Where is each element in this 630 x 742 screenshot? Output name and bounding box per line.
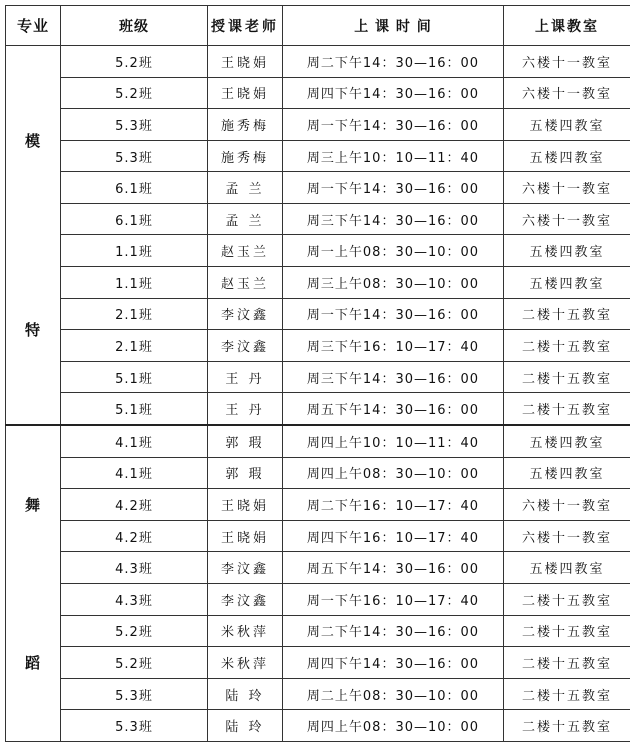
room-cell: 五楼四教室 — [504, 457, 630, 489]
class-cell: 5.1班 — [61, 361, 208, 393]
room-cell: 五楼四教室 — [504, 267, 630, 299]
table-row — [6, 489, 630, 521]
time-cell: 周二上午08：30—10：00 — [283, 678, 504, 710]
teacher-cell: 施秀梅 — [208, 140, 283, 172]
class-cell: 5.1班 — [61, 393, 208, 425]
room-cell: 五楼四教室 — [504, 425, 630, 457]
header-row — [6, 6, 630, 46]
table-row — [6, 172, 630, 204]
schedule-document — [5, 5, 625, 731]
time-cell: 周一下午14：30—16：00 — [283, 172, 504, 204]
room-cell: 六楼十一教室 — [504, 520, 630, 552]
teacher-cell: 李汶鑫 — [208, 552, 283, 584]
table-row — [6, 298, 630, 330]
room-cell: 二楼十五教室 — [504, 583, 630, 615]
header-major: 专业 — [6, 6, 61, 46]
room-cell: 二楼十五教室 — [504, 710, 630, 742]
table-row — [6, 583, 630, 615]
time-cell: 周一下午16：10—17：40 — [283, 583, 504, 615]
time-cell: 周三下午16：10—17：40 — [283, 330, 504, 362]
time-cell: 周二下午14：30—16：00 — [283, 615, 504, 647]
class-cell: 5.2班 — [61, 615, 208, 647]
time-cell: 周四下午14：30—16：00 — [283, 77, 504, 109]
room-cell: 二楼十五教室 — [504, 678, 630, 710]
table-row — [6, 678, 630, 710]
schedule-body — [6, 46, 630, 742]
header-class: 班级 — [61, 6, 208, 46]
table-row — [6, 520, 630, 552]
major-char: 蹈 — [25, 652, 41, 673]
teacher-cell: 王晓娟 — [208, 46, 283, 78]
time-cell: 周五下午14：30—16：00 — [283, 393, 504, 425]
class-cell: 5.3班 — [61, 109, 208, 141]
teacher-cell: 施秀梅 — [208, 109, 283, 141]
time-cell: 周一下午14：30—16：00 — [283, 298, 504, 330]
room-cell: 六楼十一教室 — [504, 46, 630, 78]
class-cell: 5.2班 — [61, 77, 208, 109]
teacher-cell: 陆 玲 — [208, 710, 283, 742]
class-cell: 4.1班 — [61, 425, 208, 457]
class-cell: 5.3班 — [61, 710, 208, 742]
major-char: 特 — [25, 319, 41, 340]
teacher-cell: 米秋萍 — [208, 615, 283, 647]
room-cell: 二楼十五教室 — [504, 361, 630, 393]
table-row — [6, 425, 630, 457]
teacher-cell: 赵玉兰 — [208, 267, 283, 299]
major-char: 舞 — [25, 494, 41, 515]
table-row — [6, 361, 630, 393]
room-cell: 五楼四教室 — [504, 552, 630, 584]
time-cell: 周二下午16：10—17：40 — [283, 489, 504, 521]
class-cell: 2.1班 — [61, 298, 208, 330]
time-cell: 周四上午08：30—10：00 — [283, 457, 504, 489]
major-cell — [6, 425, 61, 742]
time-cell: 周一上午08：30—10：00 — [283, 235, 504, 267]
class-cell: 4.3班 — [61, 552, 208, 584]
table-row — [6, 457, 630, 489]
teacher-cell: 李汶鑫 — [208, 330, 283, 362]
teacher-cell: 陆 玲 — [208, 678, 283, 710]
class-cell: 6.1班 — [61, 172, 208, 204]
table-row — [6, 109, 630, 141]
table-row — [6, 710, 630, 742]
teacher-cell: 郭 瑕 — [208, 457, 283, 489]
header-room: 上课教室 — [504, 6, 630, 46]
room-cell: 二楼十五教室 — [504, 393, 630, 425]
major-char: 模 — [25, 130, 41, 151]
teacher-cell: 李汶鑫 — [208, 298, 283, 330]
room-cell: 六楼十一教室 — [504, 489, 630, 521]
time-cell: 周三下午14：30—16：00 — [283, 203, 504, 235]
room-cell: 六楼十一教室 — [504, 172, 630, 204]
room-cell: 五楼四教室 — [504, 140, 630, 172]
table-row — [6, 77, 630, 109]
teacher-cell: 米秋萍 — [208, 647, 283, 679]
table-row — [6, 647, 630, 679]
room-cell: 六楼十一教室 — [504, 77, 630, 109]
teacher-cell: 孟 兰 — [208, 172, 283, 204]
room-cell: 二楼十五教室 — [504, 298, 630, 330]
class-cell: 2.1班 — [61, 330, 208, 362]
table-row — [6, 615, 630, 647]
room-cell: 六楼十一教室 — [504, 203, 630, 235]
class-cell: 6.1班 — [61, 203, 208, 235]
teacher-cell: 王 丹 — [208, 361, 283, 393]
time-cell: 周三下午14：30—16：00 — [283, 361, 504, 393]
time-cell: 周五下午14：30—16：00 — [283, 552, 504, 584]
class-cell: 4.2班 — [61, 520, 208, 552]
class-cell: 5.3班 — [61, 140, 208, 172]
time-cell: 周四上午08：30—10：00 — [283, 710, 504, 742]
teacher-cell: 李汶鑫 — [208, 583, 283, 615]
teacher-cell: 王晓娟 — [208, 520, 283, 552]
class-cell: 4.3班 — [61, 583, 208, 615]
table-row — [6, 140, 630, 172]
room-cell: 二楼十五教室 — [504, 330, 630, 362]
room-cell: 五楼四教室 — [504, 109, 630, 141]
table-row — [6, 393, 630, 425]
time-cell: 周四下午14：30—16：00 — [283, 647, 504, 679]
header-teacher: 授课老师 — [208, 6, 283, 46]
room-cell: 五楼四教室 — [504, 235, 630, 267]
major-cell — [6, 46, 61, 426]
class-cell: 1.1班 — [61, 267, 208, 299]
time-cell: 周二下午14：30—16：00 — [283, 46, 504, 78]
teacher-cell: 王晓娟 — [208, 489, 283, 521]
room-cell: 二楼十五教室 — [504, 647, 630, 679]
header-time: 上 课 时 间 — [283, 6, 504, 46]
table-row — [6, 203, 630, 235]
table-row — [6, 330, 630, 362]
time-cell: 周一下午14：30—16：00 — [283, 109, 504, 141]
teacher-cell: 王 丹 — [208, 393, 283, 425]
time-cell: 周三上午08：30—10：00 — [283, 267, 504, 299]
class-cell: 4.2班 — [61, 489, 208, 521]
schedule-table — [5, 5, 630, 742]
time-cell: 周三上午10：10—11：40 — [283, 140, 504, 172]
class-cell: 4.1班 — [61, 457, 208, 489]
class-cell: 5.2班 — [61, 647, 208, 679]
teacher-cell: 赵玉兰 — [208, 235, 283, 267]
class-cell: 5.2班 — [61, 46, 208, 78]
teacher-cell: 郭 瑕 — [208, 425, 283, 457]
class-cell: 5.3班 — [61, 678, 208, 710]
teacher-cell: 孟 兰 — [208, 203, 283, 235]
table-row — [6, 552, 630, 584]
room-cell: 二楼十五教室 — [504, 615, 630, 647]
time-cell: 周四下午16：10—17：40 — [283, 520, 504, 552]
teacher-cell: 王晓娟 — [208, 77, 283, 109]
table-row — [6, 235, 630, 267]
table-row — [6, 46, 630, 78]
table-row — [6, 267, 630, 299]
time-cell: 周四上午10：10—11：40 — [283, 425, 504, 457]
class-cell: 1.1班 — [61, 235, 208, 267]
